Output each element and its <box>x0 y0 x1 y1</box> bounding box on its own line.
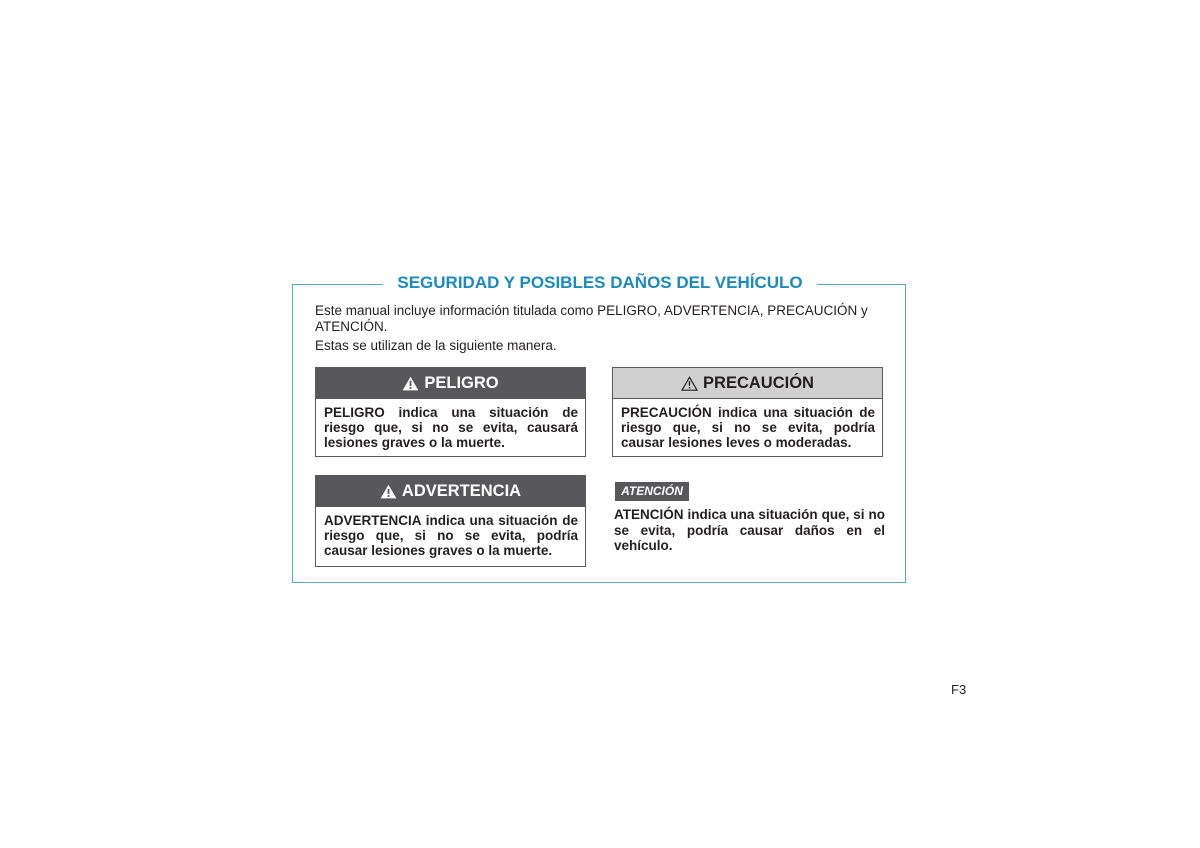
atencion-badge: ATENCIÓN <box>615 482 689 501</box>
advertencia-text: ADVERTENCIA indica una situación de riesgo que, si no se evita, podría causar lesiones graves o la muerte. <box>324 513 578 558</box>
peligro-text: PELIGRO indica una situación de riesgo que, si no se evita, causará lesiones graves o la muerte. <box>324 405 578 450</box>
advertencia-header <box>316 476 585 507</box>
warning-triangle-filled-icon <box>402 376 419 391</box>
warning-triangle-filled-icon <box>380 484 397 499</box>
precaucion-box <box>612 367 883 457</box>
precaucion-label: PRECAUCIÓN <box>703 373 814 392</box>
peligro-label: PELIGRO <box>424 373 499 392</box>
section-title: SEGURIDAD Y POSIBLES DAÑOS DEL VEHÍCULO <box>383 271 817 295</box>
precaucion-header <box>613 368 882 399</box>
peligro-box <box>315 367 586 457</box>
page-number: F3 <box>951 682 967 697</box>
precaucion-text: PRECAUCIÓN indica una situación de riesgo que, si no se evita, podría causar lesiones leves o moderadas. <box>621 405 875 450</box>
peligro-header <box>316 368 585 399</box>
atencion-text: ATENCIÓN indica una situación que, si no se evita, podría causar daños en el vehículo. <box>614 507 885 553</box>
intro-paragraph-1: Este manual incluye información titulada como PELIGRO, ADVERTENCIA, PRECAUCIÓN y ATENCIÓN. <box>315 303 868 334</box>
intro-text <box>315 303 887 354</box>
warning-triangle-outline-icon <box>681 376 698 391</box>
advertencia-label: ADVERTENCIA <box>401 481 522 500</box>
intro-paragraph-2: Estas se utilizan de la siguiente manera. <box>315 338 557 353</box>
advertencia-box <box>315 475 586 567</box>
